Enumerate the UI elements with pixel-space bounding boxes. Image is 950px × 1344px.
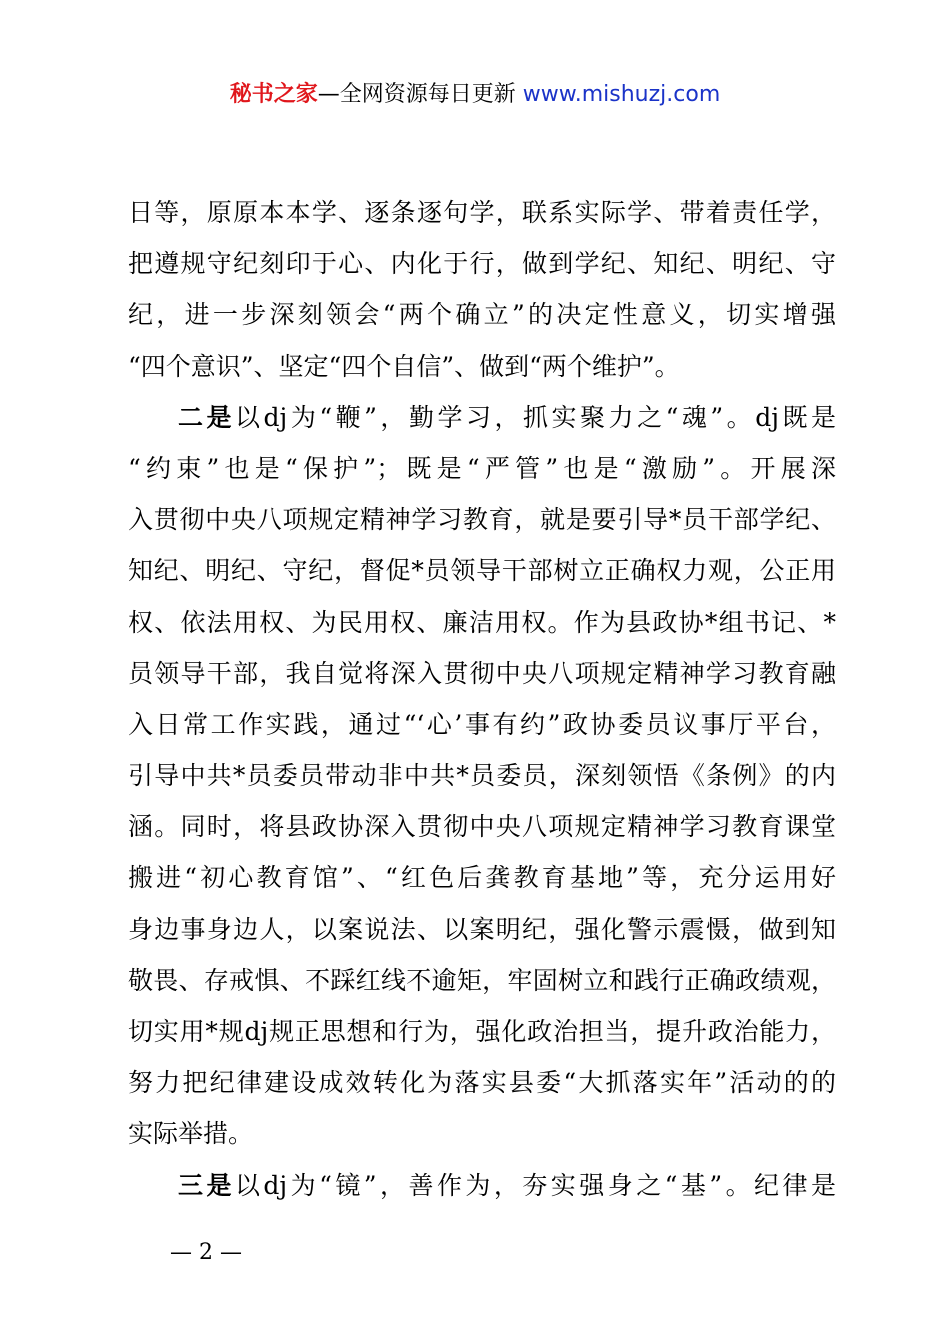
paragraph-first-text: 以dj为“鞭”，勤学习，抓实聚力之“魂”。dj既是 xyxy=(235,402,836,432)
text-line: 敬畏、存戒惧、不踩红线不逾矩，牢固树立和践行正确政绩观， xyxy=(128,965,836,995)
text-line: 知纪、明纪、守纪，督促*员领导干部树立正确权力观，公正用 xyxy=(128,556,836,586)
document-body xyxy=(128,187,836,1211)
text-line: 搬进“初心教育馆”、“红色后龚教育基地”等，充分运用好 xyxy=(128,863,836,893)
site-header xyxy=(0,80,950,110)
text-line: “约束”也是“保护”；既是“严管”也是“激励”。开展深 xyxy=(128,453,836,483)
text-line: 努力把纪律建设成效转化为落实县委“大抓落实年”活动的的 xyxy=(128,1068,836,1098)
text-line: 切实用*规dj规正思想和行为，强化政治担当，提升政治能力， xyxy=(128,1017,836,1046)
paragraph-first-text: 以dj为“镜”，善作为，夯实强身之“基”。纪律是 xyxy=(234,1170,836,1200)
text-line: 纪，进一步深刻领会“两个确立”的决定性意义，切实增强 xyxy=(128,300,836,330)
text-line: 引导中共*员委员带动非中共*员委员，深刻领悟《条例》的内 xyxy=(128,761,836,791)
site-url-link[interactable]: www.mishuzj.com xyxy=(522,82,721,107)
brand-name: 秘书之家 xyxy=(229,82,318,107)
paragraph-first-line xyxy=(128,1160,836,1211)
text-line: “四个意识”、坚定“四个自信”、做到“两个维护”。 xyxy=(128,351,680,381)
text-line: 身边事身边人，以案说法、以案明纪，强化警示震慑，做到知 xyxy=(128,914,836,944)
paragraph-lead: 二是 xyxy=(178,402,236,432)
text-line: 员领导干部，我自觉将深入贯彻中央八项规定精神学习教育融 xyxy=(128,658,836,688)
page-number: — 2 — xyxy=(170,1240,242,1265)
paragraph-first-line xyxy=(128,392,836,443)
text-line: 入贯彻中央八项规定精神学习教育，就是要引导*员干部学纪、 xyxy=(128,505,836,535)
text-line: 实际举措。 xyxy=(128,1119,254,1149)
text-line: 日等，原原本本学、逐条逐句学，联系实际学、带着责任学， xyxy=(128,198,836,227)
paragraph-lead: 三是 xyxy=(178,1170,235,1200)
text-line: 入日常工作实践，通过“‘心’事有约”政协委员议事厅平台， xyxy=(128,709,836,739)
text-line: 把遵规守纪刻印于心、内化于行，做到学纪、知纪、明纪、守 xyxy=(128,249,836,279)
text-line: 权、依法用权、为民用权、廉洁用权。作为县政协*组书记、* xyxy=(128,607,836,637)
header-slogan: —全网资源每日更新 xyxy=(317,82,523,107)
text-line: 涵。同时，将县政协深入贯彻中央八项规定精神学习教育课堂 xyxy=(128,812,836,842)
